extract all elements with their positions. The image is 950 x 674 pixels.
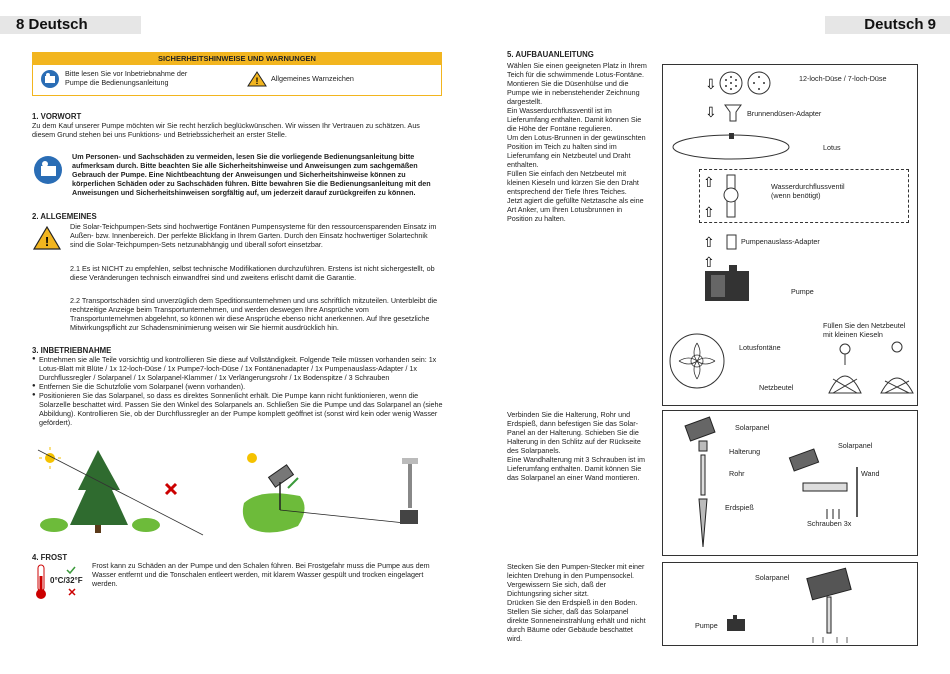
label-netzbeutel: Netzbeutel bbox=[759, 383, 794, 392]
pump-icon bbox=[699, 255, 759, 305]
aufbau-diagram bbox=[662, 64, 918, 406]
check-icon bbox=[66, 566, 76, 574]
left-page-header: 8 Deutsch bbox=[0, 16, 141, 34]
label-ventil-line1: Wasserdurchflussventil bbox=[771, 182, 845, 191]
label-solarpanel: Solarpanel bbox=[735, 423, 770, 432]
cross-icon bbox=[68, 588, 76, 596]
label-solarpanel-2: Solarpanel bbox=[838, 441, 873, 450]
stake-assembly-icon bbox=[683, 415, 723, 555]
aufbau-p6: Jetzt agiert die gefüllte Netztasche als eine Art Anker, um Ihren Lotusbrunnen in Position zu halten. bbox=[507, 196, 644, 223]
aufbau-p5: Füllen Sie einfach den Netzbeutel mit kleinen Kieseln und kürzen Sie den Draht entsprechend der Tiefe Ihres Teiches. bbox=[507, 169, 639, 196]
halterung-text bbox=[507, 410, 649, 482]
aufbau-p1: Wählen Sie einen geeigneten Platz in Ihrem Teich für die schwimmende Lotus-Fontäne. bbox=[507, 61, 647, 79]
manual-note: Bitte lesen Sie vor Inbetriebnahme der Pumpe die Bedienungsanleitung bbox=[65, 69, 188, 87]
stecker-text bbox=[507, 562, 649, 643]
frost-text: Frost kann zu Schäden an der Pumpe und den Schalen führen. Bei Frostgefahr muss die Pumpe aus dem Wasser entfernt und die Tonschalen entleert werden, mit klarem Wasser gespült und trocken eingelagert werden. bbox=[92, 561, 430, 588]
inbetriebnahme-title: 3. INBETRIEBNAHME bbox=[32, 346, 112, 355]
allgemeines-p1: Die Solar-Teichpumpen-Sets sind hochwertige Fontänen Pumpensysteme für den ressourcensparenden Einsatz im Außen- bzw. Innenbereich. Der perfekte Blickfang in Ihrem Garten. Durch den Einsatz hochwertiger Solartechnik sind die Solar-Teichpumpen-Sets netzunabhängig und überall sofort einsetzbar. bbox=[70, 222, 437, 249]
label-fuellen: Füllen Sie den Netzbeutel mit kleinen Kieseln bbox=[823, 321, 906, 339]
label-erdspiess: Erdspieß bbox=[725, 503, 754, 512]
aufbau-title: 5. AUFBAUANLEITUNG bbox=[507, 50, 594, 59]
list-item: ● Entfernen Sie die Schutzfolie vom Solarpanel (wenn vorhanden). bbox=[32, 382, 444, 391]
thermometer-icon bbox=[34, 564, 48, 600]
right-page-header: Deutsch 9 bbox=[825, 16, 950, 34]
solar-stake-icon bbox=[793, 567, 873, 643]
tree-shade-illustration bbox=[38, 450, 208, 540]
fountain-adapter-icon bbox=[705, 103, 749, 123]
nozzle-icons bbox=[701, 69, 781, 99]
outlet-adapter-icon bbox=[703, 233, 743, 253]
frost-temperature: 0°C/32°F bbox=[50, 576, 83, 585]
list-item: ● Positionieren Sie das Solarpanel, so dass es direktes Sonnenlicht erhält. Die Pumpe kann nicht funktionieren, wenn die Solarzelle beschattet wird. Passen Sie den Winkel des Solarpanels an. Schließen Sie die Pumpe und das Solarpanel an (siehe Abbildung). Kontrollieren Sie, ob der Durchflussregler an der Pumpe komplett geöffnet ist (sonst wird kein oder wenig Wasser gefördert). bbox=[32, 391, 444, 427]
lotus-fountain-icon bbox=[667, 331, 727, 391]
label-stecker-pumpe: Pumpe bbox=[695, 621, 718, 630]
svg-text:⇧: ⇧ bbox=[703, 255, 715, 271]
vorwort-bold-text: Um Personen- und Sachschäden zu vermeiden, lesen Sie die vorliegende Bedienungsanleitung bitte aufmerksam durch. Bitte beachten Sie alle Sicherheitshinweise und Anweisungen zum sachgemäßen Gebrauch der Pumpe. Eine Nichtbeachtung der Anweisungen und Sicherheitshinweise können zu körperlichen Schäden oder zu Sachschäden führen. Bitte bewahren Sie die Bedienungsanleitung mit den Anweisungen und Sicherheitshinweisen sorgfältig auf, um jederzeit darauf zurückgreifen zu können. bbox=[72, 152, 431, 197]
aufbau-p3: Ein Wasserdurchflussventil ist im Lieferumfang enthalten. Damit können Sie die Höhe der Fontäne regulieren. bbox=[507, 106, 642, 133]
label-stecker-solarpanel: Solarpanel bbox=[755, 573, 790, 582]
label-auslass: Pumpenauslass-Adapter bbox=[741, 237, 820, 246]
flow-valve-icon bbox=[703, 171, 743, 221]
lotus-disc bbox=[671, 133, 791, 163]
warning-icon bbox=[247, 71, 267, 87]
svg-text:⇧: ⇧ bbox=[703, 175, 715, 191]
frost-title: 4. FROST bbox=[32, 553, 68, 562]
label-wand: Wand bbox=[861, 469, 880, 478]
warning-note: Allgemeines Warnzeichen bbox=[271, 74, 354, 83]
svg-text:⇩: ⇩ bbox=[705, 105, 717, 121]
svg-text:!: ! bbox=[44, 234, 50, 249]
aufbau-p4: Um den Lotus-Brunnen in der gewünschten Position im Teich zu halten sind im Lieferumfang ein Netzbeutel und Draht enthalten. bbox=[507, 133, 646, 169]
small-pump-icon bbox=[723, 615, 753, 635]
allgemeines-title: 2. ALLGEMEINES bbox=[32, 212, 97, 221]
safety-box bbox=[32, 52, 442, 96]
manual-icon-large bbox=[34, 156, 62, 184]
label-adapter: Brunnendüsen-Adapter bbox=[747, 109, 822, 118]
label-pumpe: Pumpe bbox=[791, 287, 814, 296]
label-lotusfontaene: Lotusfontäne bbox=[739, 343, 781, 352]
safety-title: SICHERHEITSHINWEISE UND WARNUNGEN bbox=[33, 53, 441, 65]
stecker-diagram bbox=[662, 562, 918, 646]
list-item: ● Entnehmen sie alle Teile vorsichtig und kontrollieren Sie diese auf Vollständigkeit. Folgende Teile müssen vorhanden sein: 1x Lotus-Blatt mit Blüte / 1x 12-loch-Düse / 1x Pumpe7-loch-Düse / 1x Fontänenadapter / 1x Pumpenauslass-Adapter / 1x Durchflussregler / Solarpanel / 1x Solarpanel-Klammer / 1x Verlängerungsrohr / 1x Bodenspitze / 3 Schrauben bbox=[32, 355, 444, 382]
halterung-diagram bbox=[662, 410, 918, 556]
allgemeines-p3: 2.2 Transportschäden sind unverzüglich dem Speditionsunternehmen und uns schriftlich mitzuteilen. Unterbleibt die rechtzeitige Anzeige beim Transportunternehmen, und werden deswegen Ihre Ansprüche vom Transportunternehmen abgelehnt, so können wir diese Ansprüche ebenso nicht anerkennen. Auf Ihre gesetzliche Mitwirkungspflicht zur Schadensminimierung weisen wir Sie hiermit ausdrücklich hin. bbox=[70, 296, 438, 332]
vorwort-title: 1. VORWORT bbox=[32, 112, 82, 121]
label-schrauben: Schrauben 3x bbox=[807, 519, 852, 528]
label-lotus: Lotus bbox=[823, 143, 841, 152]
wall-mount-icon bbox=[787, 447, 867, 547]
aufbau-p2: Montieren Sie die Düsenhülse und die Pumpe wie in nebenstehender Zeichnung dargestellt. bbox=[507, 79, 640, 106]
svg-text:⇧: ⇧ bbox=[703, 235, 715, 251]
label-ventil-line2: (wenn benötigt) bbox=[771, 191, 821, 200]
halterung-p2: Eine Wandhalterung mit 3 Schrauben ist im Lieferumfang enthalten. Damit können Sie das Solarpanel an einer Wand montieren. bbox=[507, 455, 645, 482]
aufbau-text bbox=[507, 61, 649, 223]
label-rohr: Rohr bbox=[729, 469, 745, 478]
label-ventil bbox=[771, 182, 845, 200]
vorwort-text: Zu dem Kauf unserer Pumpe möchten wir Sie recht herzlich beglückwünschen. Wir wissen Ihr Vertrauen zu schätzen. Aus diesem Grund stehen bei uns Funktions- und Betriebssicherheit an erster Stelle. bbox=[32, 121, 420, 139]
label-duese: 12-loch-Düse / 7-loch-Düse bbox=[799, 74, 887, 83]
allgemeines-p2: 2.1 Es ist NICHT zu empfehlen, selbst technische Modifikationen durchzuführen. Erstens ist nicht sichergestellt, ob diese Veränderungen technisch einwandfrei sind und zweitens erlischt damit die Garantie. bbox=[70, 264, 435, 282]
svg-text:⇩: ⇩ bbox=[705, 77, 717, 93]
warning-icon-large bbox=[33, 226, 61, 250]
svg-text:⇧: ⇧ bbox=[703, 205, 715, 221]
halterung-p1: Verbinden Sie die Halterung, Rohr und Erdspieß, dann befestigen Sie das Solar-Panel an der Halterung. Schieben Sie die Halterung in den Schlitz auf der Rückseite des Solarpanels. bbox=[507, 410, 641, 455]
net-bag-icons bbox=[815, 339, 915, 403]
solar-pump-illustration bbox=[240, 448, 440, 538]
inbetriebnahme-list bbox=[32, 355, 444, 427]
label-halterung: Halterung bbox=[729, 447, 761, 456]
svg-text:!: ! bbox=[255, 76, 259, 86]
stecker-p2: Drücken Sie den Erdspieß in den Boden. Stellen Sie sicher, daß das Solarpanel direkte Sonneneinstrahlung erhält und nicht durch Bäume oder Gebäude beschattet wird. bbox=[507, 598, 646, 643]
manual-icon bbox=[41, 70, 59, 88]
stecker-p1: Stecken Sie den Pumpen-Stecker mit einer leichten Drehung in den Pumpensockel. Vergewissern Sie sich, daß der Dichtungsring sicher sitzt. bbox=[507, 562, 645, 598]
